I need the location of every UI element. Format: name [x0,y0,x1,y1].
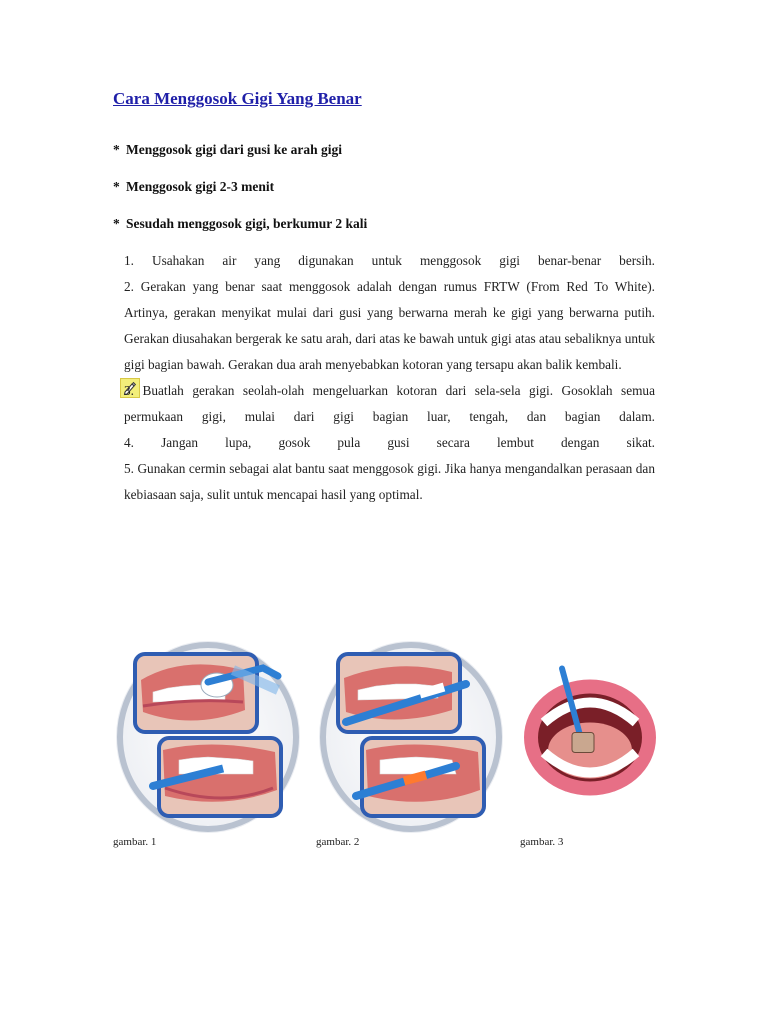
tips-list [113,140,367,234]
figure-1-caption: gambar. 1 [113,836,157,848]
tip-text: Menggosok gigi 2-3 menit [126,179,275,194]
tip-item [113,177,367,197]
page-title: Cara Menggosok Gigi Yang Benar [113,89,362,108]
tip-item [113,140,367,160]
tip-text: Sesudah menggosok gigi, berkumur 2 kali [126,216,368,231]
step-paragraph: 1. Usahakan air yang digunakan untuk menggosok gigi benar-benar bersih. [124,253,655,268]
step-paragraph: 2. Gerakan yang benar saat menggosok adalah dengan rumus FRTW (From Red To White). Artinya, gerakan menyikat mulai dari gusi yang berwarna merah ke gigi yang berwarna putih. Gerakan diusahakan bergerak ke satu arah, dari atas ke bawah untuk gigi atas atau sebaliknya untuk gigi bagian bawah. Gerakan dua arah menyebabkan kotoran yang tersapu akan balik kembali. [124,279,655,372]
figure-2-caption: gambar. 2 [316,836,360,848]
figure-3-mouth-image [520,640,660,835]
figure-2-brushing-image [316,640,506,835]
tip-item [113,214,367,234]
bullet-marker: * [113,142,120,157]
step-paragraph: 5. Gunakan cermin sebagai alat bantu saat menggosok gigi. Jika hanya mengandalkan perasaan dan kebiasaan saja, sulit untuk mencapai hasil yang optimal. [124,461,655,502]
figure-3-caption: gambar. 3 [520,836,564,848]
step-paragraph: 3. Buatlah gerakan seolah-olah mengeluarkan kotoran dari sela-sela gigi. Gosoklah semua permukaan gigi, mulai dari gigi bagian luar, tengah, dan bagian dalam. [124,383,655,424]
tip-text: Menggosok gigi dari gusi ke arah gigi [126,142,343,157]
figure-1-brushing-image [113,640,303,835]
step-paragraph: 4. Jangan lupa, gosok pula gusi secara lembut dengan sikat. [124,435,655,450]
steps-text [124,248,655,508]
bullet-marker: * [113,216,120,231]
bullet-marker: * [113,179,120,194]
